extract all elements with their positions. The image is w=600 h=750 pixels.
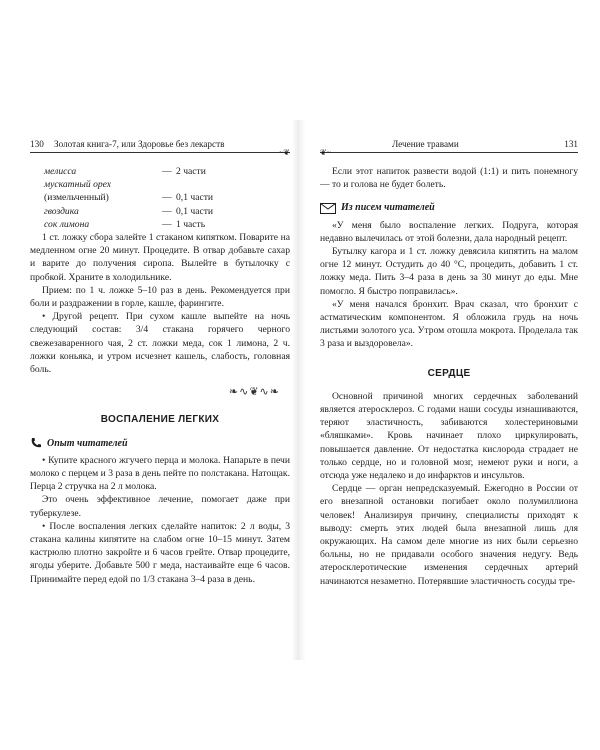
paragraph: • Другой рецепт. При сухом кашле выпейте на ночь следующий состав: 3/4 стакана горячего черного свежезаваренного чая, 2 ст. ложки меда, сок 1 лимона, 2 ч. ложки коньяка, и утром исчезнет кашель, слабость, головная боль. bbox=[30, 311, 290, 376]
left-page-number: 130 bbox=[30, 139, 44, 149]
paragraph: Сердце — орган непредсказуемый. Ежегодно в России от его внезапной остановки погибает около полумиллиона человек! Анализируя причину, специалисты приходят к выводу: смерть этих людей была внезапной лишь для окружающих. На самом деле многие из них были серьезно больны, но не придавали особого значения недугу. Ведь атеросклеротические изменения сердечных артерий начинаются незаметно. Потерявшие эластичность сосуды тре- bbox=[320, 483, 578, 587]
left-running-header bbox=[30, 138, 290, 157]
left-page bbox=[30, 138, 290, 638]
right-running-header bbox=[320, 138, 578, 157]
paragraph: Бутылку кагора и 1 ст. ложку девясила кипятить на малом огне 12 минут. Остудить до 40 °С, процедить, добавить 1 ст. ложку меда. Пить 3–4 раза в день за 30 минут до еды. Мне помогло. Я быстро поправилась». bbox=[320, 246, 578, 297]
paragraph: Это очень эффективное лечение, помогает даже при туберкулезе. bbox=[30, 494, 290, 519]
ingredient-row: сок лимона — 1 часть bbox=[44, 218, 206, 230]
right-page bbox=[320, 138, 578, 638]
paragraph: Если этот напиток развести водой (1:1) и пить понемногу — то и голова не будет болеть. bbox=[320, 166, 578, 191]
leaf-ornament-icon: ❧∿❦∿❧ bbox=[228, 386, 280, 399]
paragraph: Прием: по 1 ч. ложке 5–10 раз в день. Рекомендуется при боли и раздражении в горле, кашле, фарингите. bbox=[30, 284, 290, 310]
ingredient-row: мускатный орех bbox=[44, 179, 112, 191]
paragraph: «У меня было воспаление легких. Подруга, которая недавно вылечилась от этой болезни, дала народный рецепт. bbox=[320, 219, 578, 244]
phone-icon bbox=[30, 437, 42, 449]
paragraph: 1 ст. ложку сбора залейте 1 стаканом кипятком. Поварите на медленном огне 20 минут. Процедите. В отвар добавьте сахар и варите до получения сиропа. Вылейте в бутылочку с пробкой. Храните в холодильнике. bbox=[30, 232, 290, 283]
ingredient-row: гвоздика — 0,1 части bbox=[44, 205, 214, 217]
book-gutter bbox=[292, 120, 306, 660]
right-running-head: Лечение травами bbox=[392, 139, 459, 149]
header-flourish-icon: ~❦ bbox=[278, 148, 290, 157]
paragraph: • Купите красного жгучего перца и молока. Напарьте в печи молоко с перцем и 3 раза в день пейте по полстакана. Натощак. Перца 2 стручка на 2 л молока. bbox=[30, 454, 290, 493]
envelope-icon bbox=[320, 203, 336, 214]
section-title: ВОСПАЛЕНИЕ ЛЕГКИХ bbox=[100, 414, 220, 426]
header-flourish-icon: ❦~ bbox=[320, 148, 332, 157]
section-title: СЕРДЦЕ bbox=[427, 367, 471, 379]
ingredient-row: мелисса — 2 части bbox=[44, 166, 206, 177]
paragraph: «У меня начался бронхит. Врач сказал, что бронхит с астматическим компонентом. Я обложила грудь на ночь листьями золотого уса. Утром отошла мокрота. Проделала так 3 раза и выздоровела». bbox=[320, 298, 578, 350]
paragraph: Основной причиной многих сердечных заболеваний является атеросклероз. С годами наши сосуды изнашиваются, теряют эластичность, забиваются холестериновыми «бляшками». Кровь начинает плохо циркулировать, повышается давление. От недостатка кислорода страдает не только сердце, но и головной мозг, немеют руки и ноги, а отсюда уже недалеко и до инфарктов и инсультов. bbox=[320, 390, 578, 482]
ingredients-table bbox=[44, 165, 213, 231]
left-running-head: Золотая книга-7, или Здоровье без лекарств bbox=[54, 139, 225, 149]
subsection-heading: Опыт читателей bbox=[30, 437, 290, 450]
right-page-number: 131 bbox=[564, 139, 578, 149]
subsection-heading: Из писем читателей bbox=[320, 201, 578, 214]
ingredient-row: (измельченный) — 0,1 части bbox=[44, 192, 214, 204]
paragraph: • После воспаления легких сделайте напиток: 2 л воды, 3 стакана калины кипятите на слабом огне 10–15 минут. Затем кастрюлю плотно закройте и 6 часов грейте. Отвар процедите, ягоды уберите. Добавьте 500 г меда, настаивайте еще 6 часов. Принимайте перед едой по 1/3 стакана 3–4 раза в день. bbox=[30, 520, 290, 585]
